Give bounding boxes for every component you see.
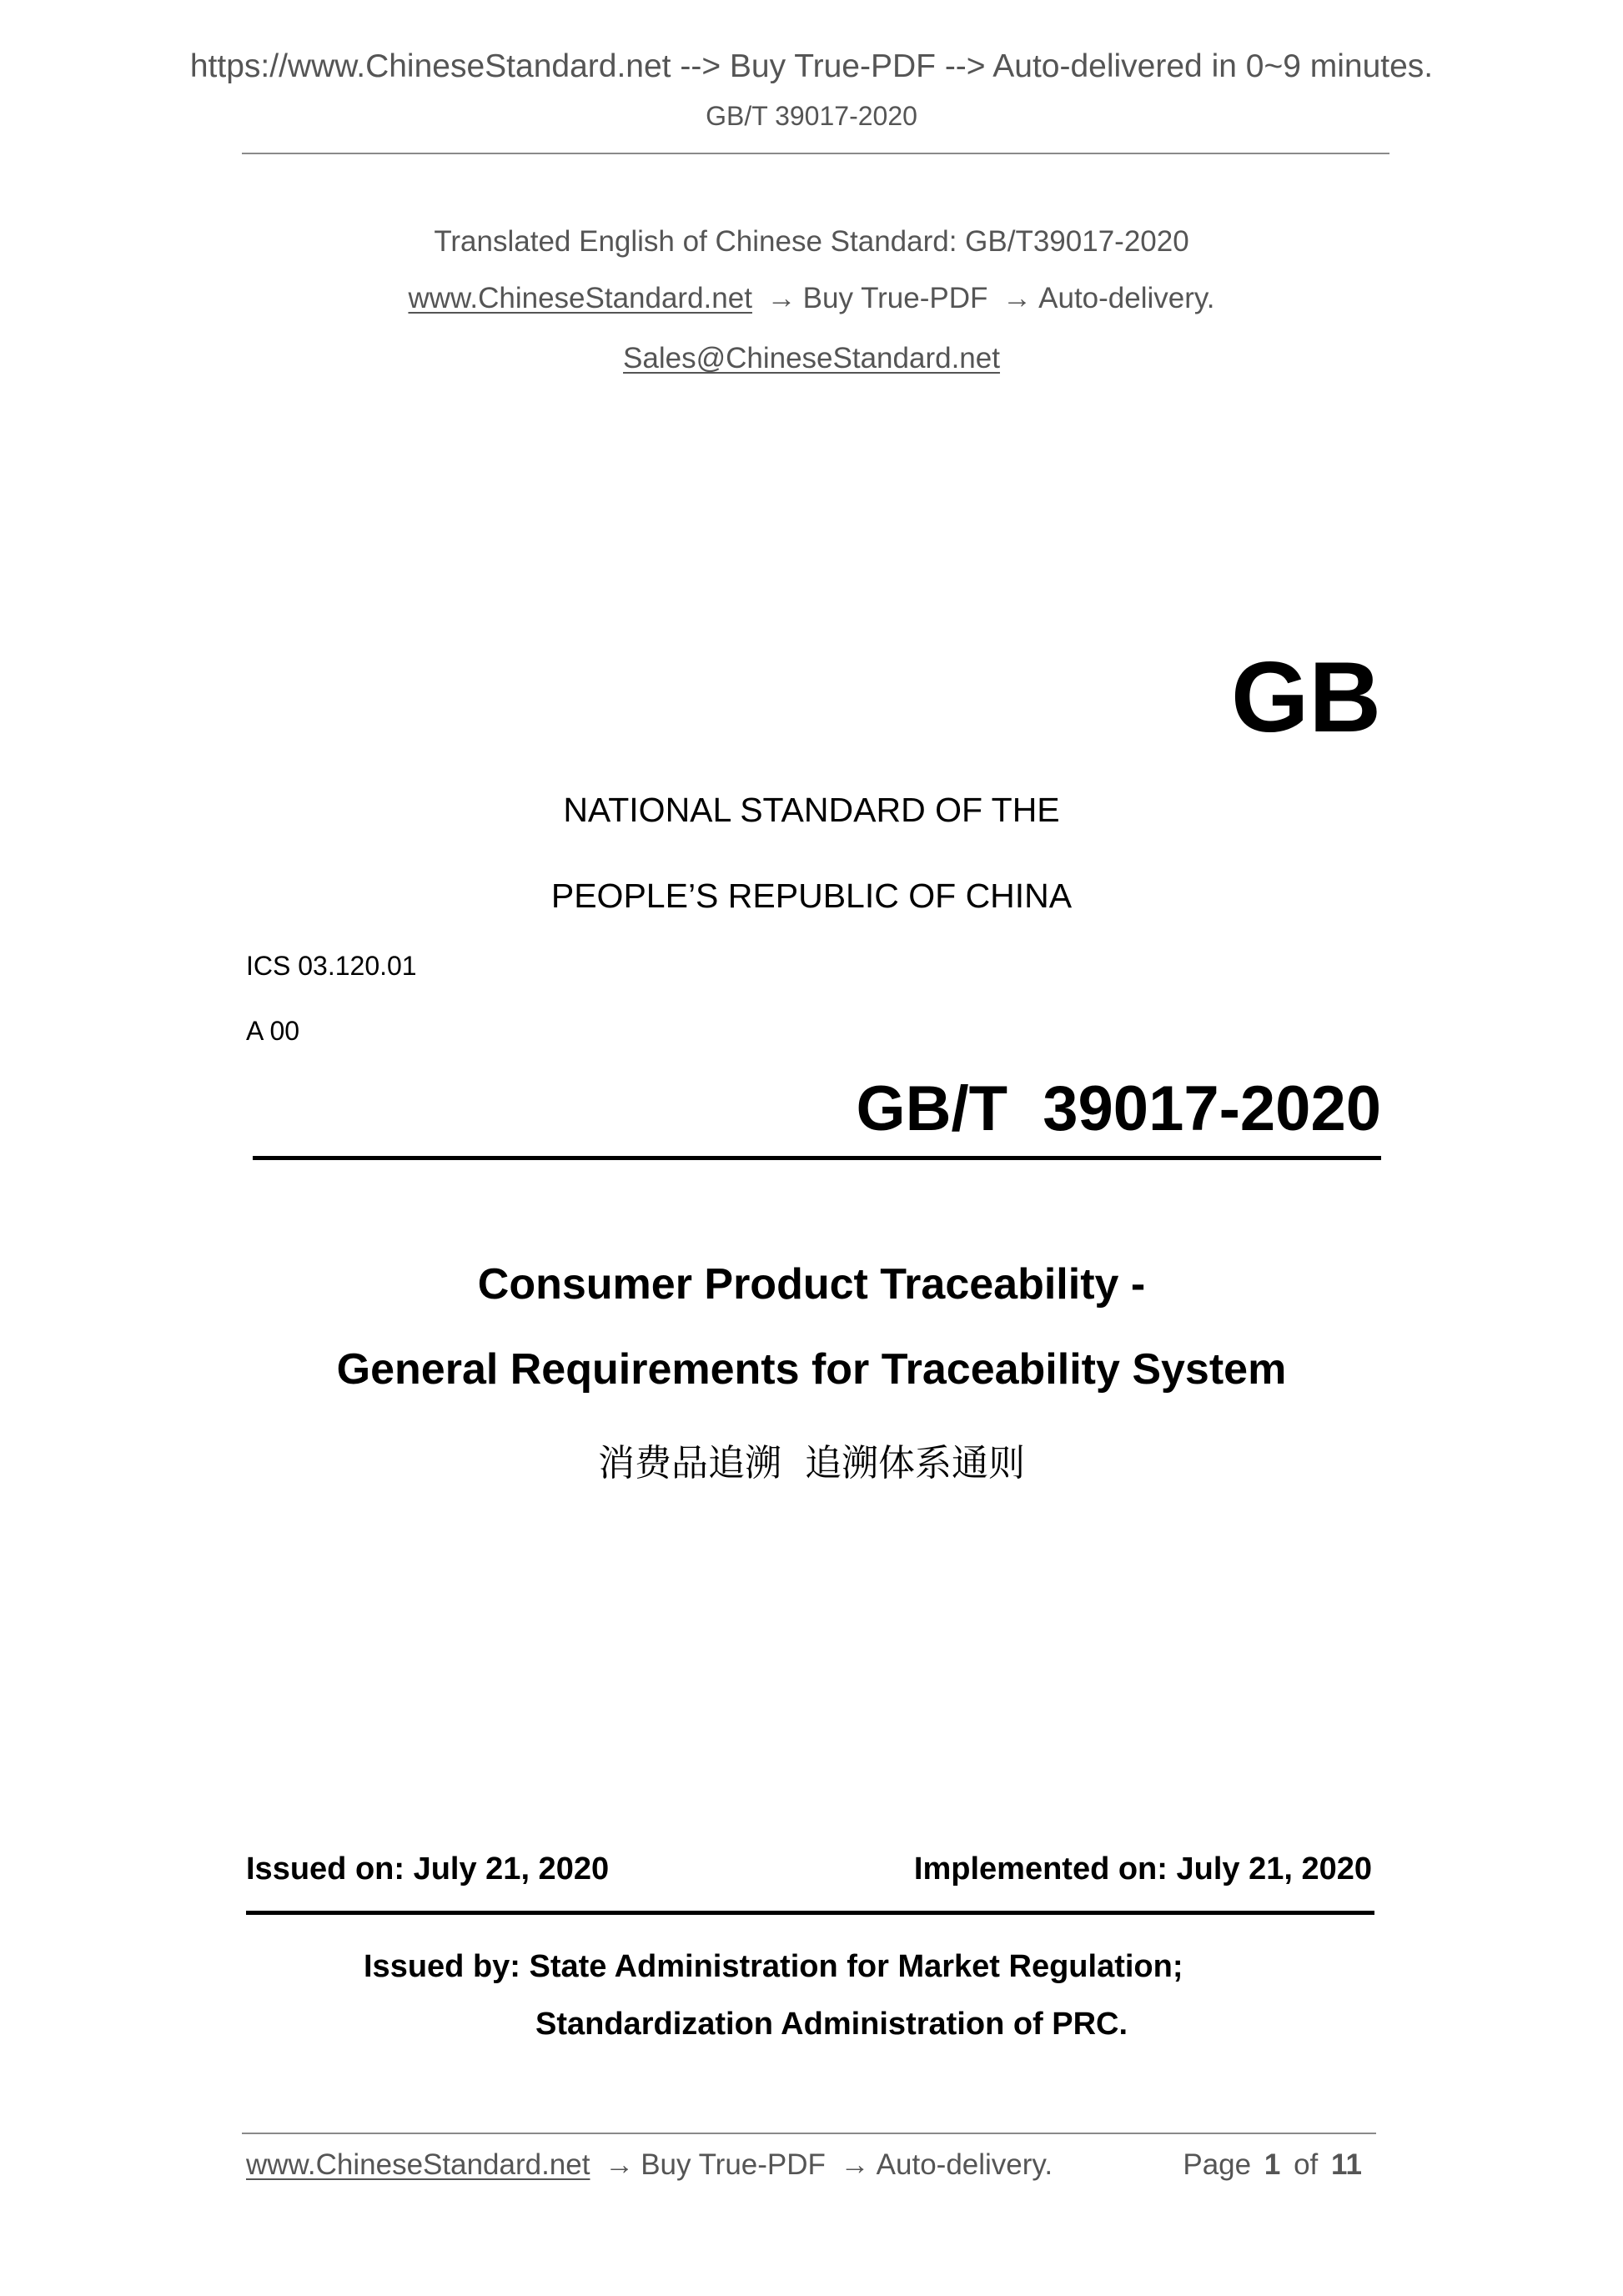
issued-by-line1: Issued by: State Administration for Market Regulation; <box>364 1949 1183 1984</box>
title-line2: General Requirements for Traceability System <box>336 1345 1287 1394</box>
arrow-right-icon: → <box>1002 282 1033 314</box>
ics-code: ICS 03.120.01 <box>246 951 417 981</box>
promo-line <box>0 282 1623 315</box>
sales-email-link[interactable]: Sales@ChineseStandard.net <box>623 342 1000 374</box>
arrow-right-icon: → <box>605 2148 635 2181</box>
title-line1: Consumer Product Traceability - <box>477 1260 1146 1309</box>
header-doc-code-text: GB/T 39017-2020 <box>706 101 917 131</box>
issued-by-line2: Standardization Administration of PRC. <box>535 2007 1128 2042</box>
header-banner-text: https://www.ChineseStandard.net --> Buy True-PDF --> Auto-delivered in 0~9 minutes. <box>189 48 1434 84</box>
promo-buy-text: Buy True-PDF <box>802 282 988 314</box>
standard-number-rule <box>253 1156 1381 1160</box>
page-label: Page <box>1183 2148 1252 2181</box>
ccs-code: A 00 <box>246 1016 300 1046</box>
title-chinese: 消费品追溯 追溯体系通则 <box>598 1442 1025 1485</box>
issued-on-date: Issued on: July 21, 2020 <box>246 1851 610 1887</box>
footer-divider <box>242 2133 1376 2134</box>
standard-number: GB/T 39017-2020 <box>856 1073 1381 1144</box>
national-standard-line1: NATIONAL STANDARD OF THE <box>563 791 1060 829</box>
promo-delivery-text: Auto-delivery. <box>1038 282 1215 314</box>
footer-delivery-text: Auto-delivery. <box>876 2148 1053 2181</box>
gb-mark: GB <box>1231 641 1381 753</box>
implemented-on-date: Implemented on: July 21, 2020 <box>913 1851 1372 1887</box>
translated-line-text: Translated English of Chinese Standard: GB/T39017-2020 <box>434 225 1189 258</box>
email-line <box>0 342 1623 375</box>
national-standard-line2: PEOPLE’S REPUBLIC OF CHINA <box>550 877 1073 915</box>
page-indicator <box>1183 2148 1362 2182</box>
footer-site-link[interactable]: www.ChineseStandard.net <box>246 2148 590 2181</box>
page-current: 1 <box>1264 2148 1281 2181</box>
dates-rule <box>246 1911 1374 1915</box>
footer-promo <box>246 2148 1053 2182</box>
arrow-right-icon: → <box>840 2148 870 2181</box>
header-divider <box>242 153 1389 154</box>
page-of: of <box>1294 2148 1319 2181</box>
arrow-right-icon: → <box>766 282 796 314</box>
promo-site-link[interactable]: www.ChineseStandard.net <box>408 282 752 314</box>
translated-line <box>0 225 1623 259</box>
header-banner <box>0 48 1623 85</box>
header-doc-code <box>0 101 1623 132</box>
page-total: 11 <box>1331 2148 1362 2181</box>
footer-buy-text: Buy True-PDF <box>641 2148 826 2181</box>
